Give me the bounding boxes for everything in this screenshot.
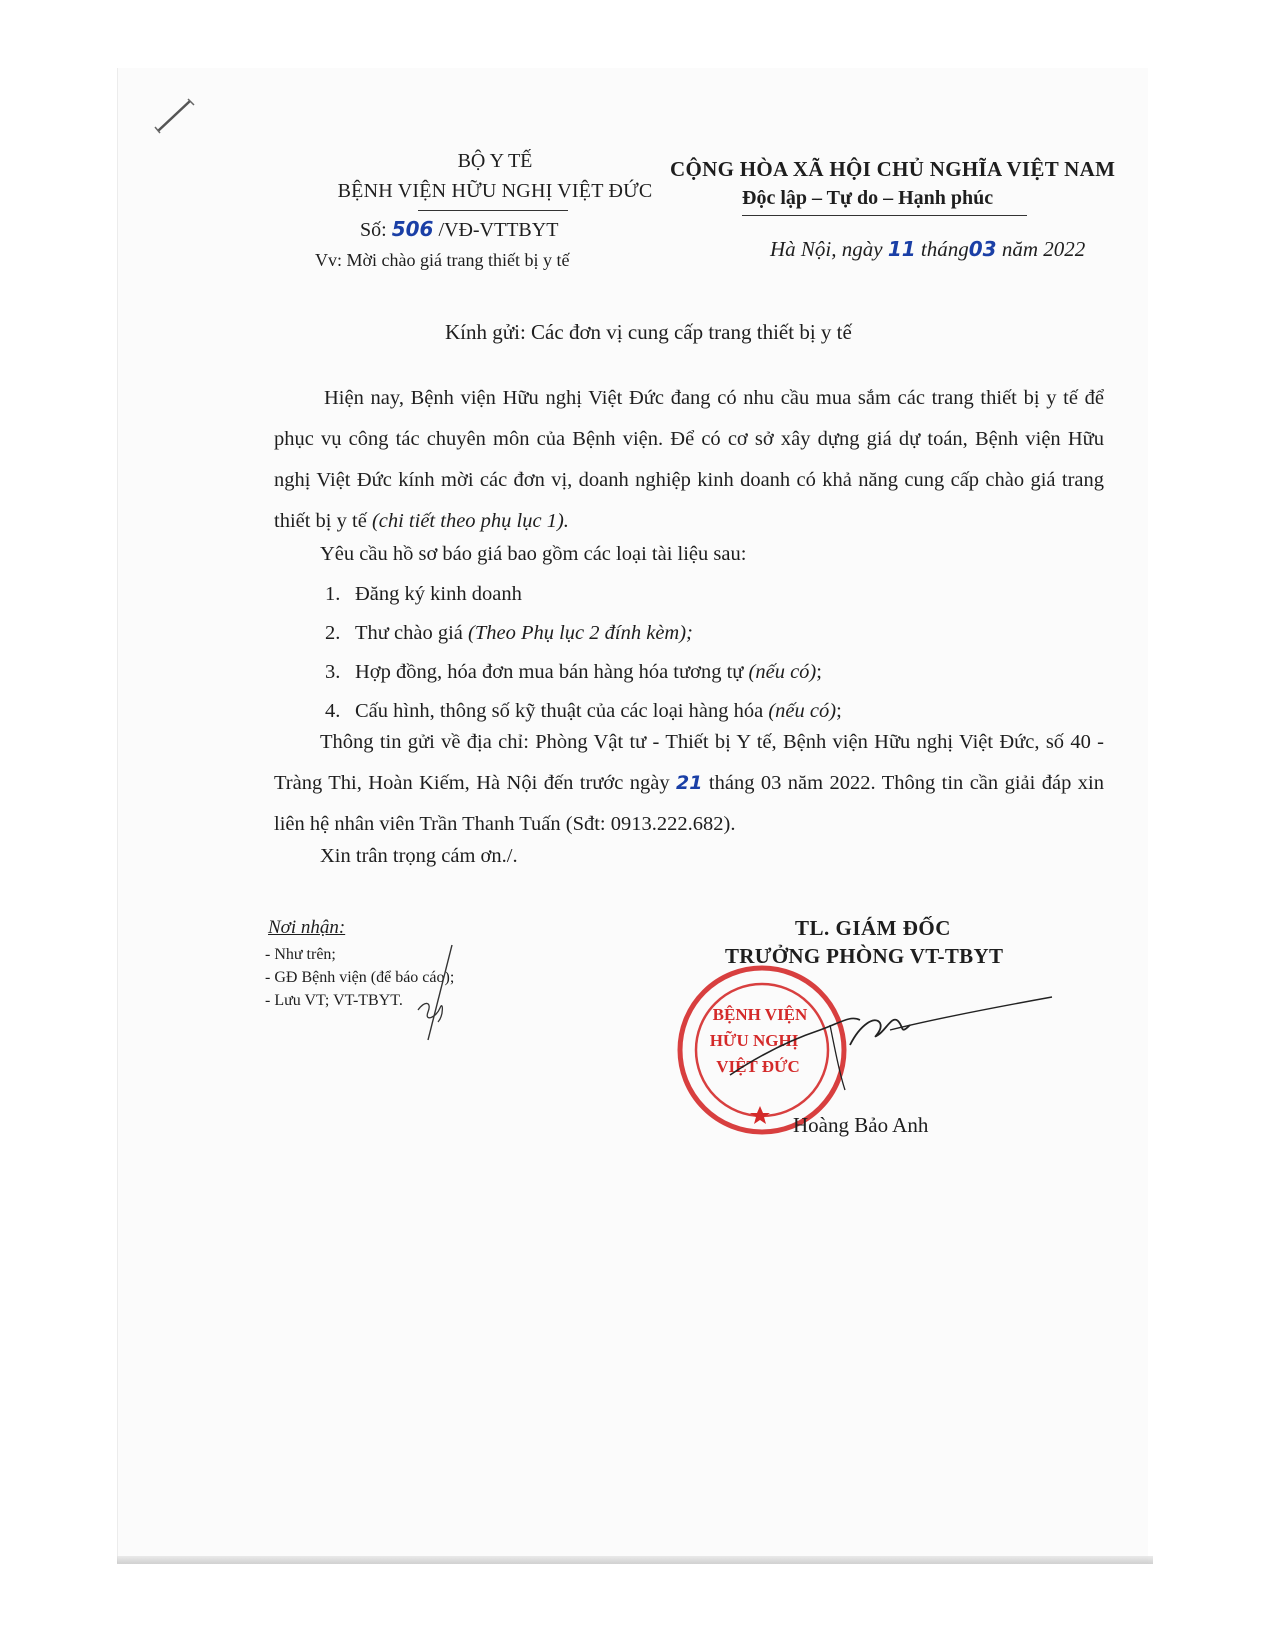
list-text: Thư chào giá (355, 622, 469, 644)
list-text: Hợp đồng, hóa đơn mua bán hàng hóa tương tự (355, 661, 749, 683)
list-item (325, 700, 842, 723)
list-italic-note: (Theo Phụ lục 2 đính kèm); (468, 622, 693, 644)
list-item (325, 661, 822, 684)
date-day-handwritten: 11 (887, 237, 916, 261)
contact-text-before: Thông tin gửi về địa chỉ: Phòng Vật tư - Thiết bị Y tế, Bệnh viện Hữu nghị Việt Đức, số 40 - Tràng Thi, Hoàn Kiếm, Hà Nội đến trước ngày (274, 731, 1104, 794)
intro-italic-note: (chi tiết theo phụ lục 1). (371, 510, 569, 532)
scan-edge (117, 1556, 1153, 1564)
date-month-label: tháng (920, 237, 969, 261)
list-item (325, 622, 693, 645)
document-number (360, 217, 558, 242)
subject-line: Vv: Mời chào giá trang thiết bị y tế (315, 250, 570, 270)
director-signature-icon (700, 985, 1060, 1095)
seal-text-line: BỆNH VIỆN (712, 1005, 808, 1024)
date-month-handwritten: 03 (968, 237, 997, 261)
recipient-item: - Lưu VT; VT-TBYT. (265, 992, 403, 1009)
doc-number-handwritten: 506 (391, 217, 434, 241)
signer-name: Hoàng Bảo Anh (793, 1113, 929, 1137)
salutation: Kính gửi: Các đơn vị cung cấp trang thiết bị y tế (445, 320, 852, 344)
list-text: Cấu hình, thông số kỹ thuật của các loại hàng hóa (355, 700, 769, 722)
requirements-intro: Yêu cầu hồ sơ báo giá bao gồm các loại tài liệu sau: (320, 543, 747, 565)
contact-paragraph (274, 722, 1104, 845)
header-right-divider (742, 215, 1027, 216)
header-left-divider (418, 210, 568, 211)
signature-title-line1: TL. GIÁM ĐỐC (795, 916, 951, 940)
list-tail: ; (816, 661, 822, 683)
intro-text: Hiện nay, Bệnh viện Hữu nghị Việt Đức đang có nhu cầu mua sắm các trang thiết bị y tế để phục vụ công tác chuyên môn của Bệnh viện. Để có cơ sở xây dựng giá dự toán, Bệnh viện Hữu nghị Việt Đức kính mời các đơn vị, doanh nghiệp kinh doanh có khả năng cung cấp chào giá trang thiết bị y tế (274, 387, 1104, 532)
list-number: 2. (325, 622, 341, 644)
doc-number-prefix: Số: (360, 219, 387, 241)
list-number: 4. (325, 700, 341, 722)
hospital-name: BỆNH VIỆN HỮU NGHỊ VIỆT ĐỨC (337, 180, 653, 202)
document-date (770, 237, 1085, 262)
date-prefix: Hà Nội, ngày (770, 237, 883, 261)
pencil-mark-icon (150, 95, 200, 140)
recipient-item: - GĐ Bệnh viện (để báo cáo); (265, 969, 455, 986)
list-tail: ; (836, 700, 842, 722)
signature-title-line2: TRƯỞNG PHÒNG VT-TBYT (725, 944, 1004, 968)
list-number: 3. (325, 661, 341, 683)
republic-name: CỘNG HÒA XÃ HỘI CHỦ NGHĨA VIỆT NAM (670, 157, 1116, 181)
seal-text-line: HỮU NGHỊ (709, 1031, 799, 1050)
national-motto: Độc lập – Tự do – Hạnh phúc (742, 187, 994, 209)
doc-number-suffix: /VĐ-VTTBYT (438, 219, 559, 241)
list-text: Đăng ký kinh doanh (355, 583, 522, 605)
closing-line: Xin trân trọng cám ơn./. (320, 845, 518, 867)
recipient-item: - Như trên; (265, 946, 336, 963)
list-italic-note: (nếu có) (748, 661, 817, 683)
initial-signature-icon (400, 940, 470, 1050)
list-number: 1. (325, 583, 341, 605)
list-item (325, 583, 522, 606)
recipients-title: Nơi nhận: (268, 917, 346, 938)
deadline-day-handwritten: 21 (676, 772, 703, 794)
date-year: năm 2022 (1001, 237, 1086, 261)
list-italic-note: (nếu có) (768, 700, 837, 722)
intro-paragraph (274, 378, 1104, 542)
ministry-name: BỘ Y TẾ (457, 150, 533, 172)
contact-text-after: tháng 03 năm 2022. Thông tin cần giải đáp xin liên hệ nhân viên Trần Thanh Tuấn (Sđt: 0913.222.682). (274, 772, 1104, 835)
seal-text-line: VIỆT ĐỨC (716, 1057, 800, 1076)
